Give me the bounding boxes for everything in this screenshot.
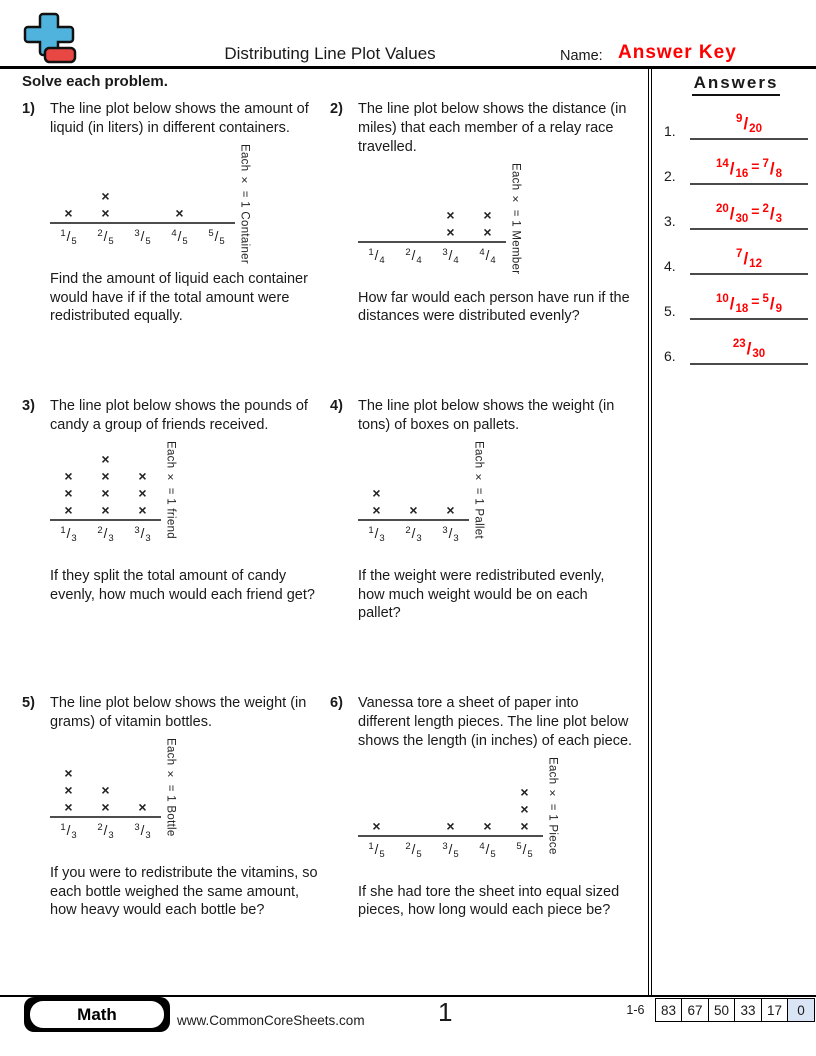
instructions: Solve each problem. bbox=[22, 73, 168, 90]
answer-item bbox=[664, 110, 808, 140]
plot-x-column bbox=[469, 207, 506, 241]
line-plot bbox=[50, 441, 326, 551]
math-badge bbox=[24, 997, 170, 1032]
plot-labels bbox=[50, 818, 161, 844]
score-box: 17 bbox=[761, 998, 789, 1022]
problem-number: 2) bbox=[330, 101, 343, 117]
score-box: 33 bbox=[734, 998, 762, 1022]
x-mark-icon: × bbox=[64, 467, 73, 484]
answers-title-wrap bbox=[664, 73, 808, 96]
tick-label bbox=[432, 521, 469, 547]
problem bbox=[22, 397, 330, 694]
plot-x-column bbox=[161, 205, 198, 222]
answer-number: 6. bbox=[664, 348, 676, 364]
problem-question: If you were to redistribute the vitamins, so each bottle weighed the same amount, how heavy would each bottle be? bbox=[50, 864, 318, 919]
plot-labels bbox=[358, 243, 506, 269]
x-mark-icon: × bbox=[446, 817, 455, 834]
site-url: www.CommonCoreSheets.com bbox=[177, 1013, 365, 1028]
answer-item bbox=[664, 155, 808, 185]
plot-main bbox=[50, 738, 161, 844]
fraction: $^2/_5$ bbox=[97, 227, 114, 247]
fraction: $^2$/3 bbox=[762, 203, 783, 225]
plot-x-column bbox=[506, 784, 543, 835]
plot-x-column bbox=[50, 205, 87, 222]
answer-item bbox=[664, 200, 808, 230]
score-box: 83 bbox=[655, 998, 683, 1022]
tick-label bbox=[198, 224, 235, 250]
line-plot bbox=[50, 738, 326, 848]
fraction: $^9$/20 bbox=[736, 113, 762, 135]
fraction: $^4/_5$ bbox=[171, 227, 188, 247]
x-mark-icon: × bbox=[520, 783, 529, 800]
problem bbox=[330, 397, 638, 694]
score-box: 50 bbox=[708, 998, 736, 1022]
tick-label bbox=[506, 837, 543, 863]
x-mark-icon: × bbox=[101, 187, 110, 204]
answer-number: 3. bbox=[664, 213, 676, 229]
answer-item bbox=[664, 290, 808, 320]
fraction: $^7$/12 bbox=[736, 248, 762, 270]
answers-list bbox=[664, 110, 808, 365]
x-mark-icon: × bbox=[101, 781, 110, 798]
plot-labels bbox=[50, 224, 235, 250]
problem-number: 4) bbox=[330, 398, 343, 414]
equals-sign: = bbox=[751, 203, 760, 219]
plot-x-column bbox=[87, 451, 124, 519]
fraction: $^1/_3$ bbox=[60, 821, 77, 841]
x-mark-icon: × bbox=[175, 204, 184, 221]
problem-question: If she had tore the sheet into equal sized pieces, how long would each piece be? bbox=[358, 883, 620, 919]
fraction: $^2/_3$ bbox=[405, 524, 422, 544]
answer-value bbox=[690, 294, 808, 320]
name-label: Name: bbox=[560, 48, 603, 64]
fraction: $^5/_5$ bbox=[516, 840, 533, 860]
fraction: $^5$/9 bbox=[762, 293, 783, 315]
score-row bbox=[626, 998, 815, 1022]
tick-label bbox=[124, 521, 161, 547]
tick-label bbox=[395, 521, 432, 547]
tick-label bbox=[87, 818, 124, 844]
tick-label bbox=[358, 521, 395, 547]
problem-body bbox=[358, 694, 638, 991]
fraction: $^2/_5$ bbox=[405, 840, 422, 860]
tick-label bbox=[395, 837, 432, 863]
x-mark-icon: × bbox=[101, 501, 110, 518]
x-mark-icon: × bbox=[101, 484, 110, 501]
plot-main bbox=[358, 441, 469, 547]
tick-label bbox=[358, 837, 395, 863]
tick-label bbox=[395, 243, 432, 269]
plot-main bbox=[50, 144, 235, 250]
plot-labels bbox=[358, 837, 543, 863]
answer-value bbox=[690, 159, 808, 185]
answer-number: 4. bbox=[664, 258, 676, 274]
problem-question: How far would each person have run if the distances were distributed evenly? bbox=[358, 289, 630, 325]
answer-key-text: Answer Key bbox=[618, 42, 737, 63]
problem-question: If the weight were redistributed evenly, how much weight would be on each pallet? bbox=[358, 567, 605, 622]
tick-label bbox=[50, 224, 87, 250]
answer-number: 1. bbox=[664, 123, 676, 139]
plot-main bbox=[358, 757, 543, 863]
fraction: $^3/_5$ bbox=[442, 840, 459, 860]
plot-x-column bbox=[358, 485, 395, 519]
plot-x-column bbox=[50, 468, 87, 519]
plot-x-column bbox=[124, 799, 161, 816]
tick-label bbox=[87, 224, 124, 250]
problem-text: Vanessa tore a sheet of paper into different length pieces. The line plot below shows the length (in inches) of each piece. bbox=[358, 695, 633, 749]
problem-body bbox=[358, 100, 638, 397]
fraction: $^4/_4$ bbox=[479, 246, 496, 266]
tick-label bbox=[358, 243, 395, 269]
x-mark-icon: × bbox=[64, 501, 73, 518]
problem-text: The line plot below shows the weight (in grams) of vitamin bottles. bbox=[50, 695, 307, 730]
answer-value bbox=[690, 114, 808, 140]
x-mark-icon: × bbox=[372, 501, 381, 518]
problem-text: The line plot below shows the distance (in miles) that each member of a relay race travelled. bbox=[358, 101, 627, 155]
tick-label bbox=[87, 521, 124, 547]
plot-caption: Each × = 1 Pallet bbox=[472, 440, 485, 539]
x-mark-icon: × bbox=[64, 798, 73, 815]
x-mark-icon: × bbox=[483, 817, 492, 834]
plus-minus-logo-icon bbox=[20, 10, 80, 66]
plot-main bbox=[358, 163, 506, 269]
problem bbox=[330, 100, 638, 397]
plot-main bbox=[50, 441, 161, 547]
problems-grid bbox=[22, 100, 638, 991]
plot-x-column bbox=[50, 765, 87, 816]
problem-body bbox=[50, 694, 330, 991]
x-mark-icon: × bbox=[372, 817, 381, 834]
plot-x-column bbox=[432, 502, 469, 519]
plot-x-column bbox=[87, 782, 124, 816]
answer-item bbox=[664, 245, 808, 275]
answer-number: 5. bbox=[664, 303, 676, 319]
fraction: $^2/_3$ bbox=[97, 821, 114, 841]
fraction: $^4/_5$ bbox=[479, 840, 496, 860]
tick-label bbox=[161, 224, 198, 250]
x-mark-icon: × bbox=[446, 501, 455, 518]
fraction: $^1/_4$ bbox=[368, 246, 385, 266]
plot-caption: Each × = 1 Piece bbox=[546, 756, 559, 855]
plot-x-column bbox=[87, 188, 124, 222]
problem-text: The line plot below shows the amount of liquid (in liters) in different containers. bbox=[50, 101, 309, 136]
plot-x-column bbox=[432, 207, 469, 241]
answer-item bbox=[664, 335, 808, 365]
plot-x-column bbox=[395, 502, 432, 519]
equals-sign: = bbox=[751, 158, 760, 174]
page-number: 1 bbox=[438, 997, 453, 1027]
line-plot bbox=[358, 757, 634, 867]
tick-label bbox=[469, 243, 506, 269]
x-mark-icon: × bbox=[138, 467, 147, 484]
problem-number: 6) bbox=[330, 695, 343, 711]
fraction: $^{23}$/30 bbox=[732, 338, 766, 360]
page-title: Distributing Line Plot Values bbox=[224, 44, 436, 63]
fraction: $^{14}$/16 bbox=[715, 158, 749, 180]
tick-label bbox=[432, 243, 469, 269]
math-badge-label: Math bbox=[30, 1001, 164, 1028]
problem-question: If they split the total amount of candy evenly, how much would each friend get? bbox=[50, 567, 315, 603]
plot-columns bbox=[358, 757, 543, 835]
problem-question: Find the amount of liquid each container would have if if the total amount were redistributed equally. bbox=[50, 270, 308, 325]
answer-number: 2. bbox=[664, 168, 676, 184]
x-mark-icon: × bbox=[483, 206, 492, 223]
answer-value bbox=[690, 204, 808, 230]
line-plot bbox=[358, 441, 634, 551]
brand-logo bbox=[20, 10, 80, 71]
problem-text: The line plot below shows the pounds of candy a group of friends received. bbox=[50, 398, 308, 433]
problem bbox=[330, 694, 638, 991]
fraction: $^3/_4$ bbox=[442, 246, 459, 266]
x-mark-icon: × bbox=[64, 484, 73, 501]
tick-label bbox=[50, 818, 87, 844]
plot-x-column bbox=[358, 818, 395, 835]
x-mark-icon: × bbox=[138, 484, 147, 501]
tick-label bbox=[124, 818, 161, 844]
problem-number: 3) bbox=[22, 398, 35, 414]
x-mark-icon: × bbox=[64, 764, 73, 781]
tick-label bbox=[124, 224, 161, 250]
problem-text: The line plot below shows the weight (in tons) of boxes on pallets. bbox=[358, 398, 615, 433]
answer-value bbox=[690, 339, 808, 365]
tick-label bbox=[469, 837, 506, 863]
fraction: $^{20}$/30 bbox=[715, 203, 749, 225]
fraction: $^{10}$/18 bbox=[715, 293, 749, 315]
score-box: 0 bbox=[787, 998, 815, 1022]
x-mark-icon: × bbox=[101, 467, 110, 484]
plot-x-column bbox=[469, 818, 506, 835]
plot-columns bbox=[50, 441, 161, 519]
score-range-label: 1-6 bbox=[626, 1003, 645, 1017]
x-mark-icon: × bbox=[483, 223, 492, 240]
equals-sign: = bbox=[751, 293, 760, 309]
x-mark-icon: × bbox=[372, 484, 381, 501]
x-mark-icon: × bbox=[520, 800, 529, 817]
problem-body bbox=[358, 397, 638, 694]
fraction: $^2/_3$ bbox=[97, 524, 114, 544]
x-mark-icon: × bbox=[64, 781, 73, 798]
tick-label bbox=[432, 837, 469, 863]
x-mark-icon: × bbox=[64, 204, 73, 221]
x-mark-icon: × bbox=[101, 450, 110, 467]
score-boxes bbox=[655, 998, 816, 1022]
line-plot bbox=[50, 143, 326, 264]
fraction: $^1/_3$ bbox=[60, 524, 77, 544]
problem bbox=[22, 100, 330, 397]
tick-label bbox=[50, 521, 87, 547]
plot-caption: Each × = 1 friend bbox=[164, 440, 177, 539]
content-area bbox=[22, 100, 638, 991]
line-plot bbox=[358, 163, 634, 273]
plot-x-column bbox=[124, 468, 161, 519]
plot-columns bbox=[358, 441, 469, 519]
problem-number: 5) bbox=[22, 695, 35, 711]
plot-columns bbox=[50, 738, 161, 816]
x-mark-icon: × bbox=[138, 798, 147, 815]
score-box: 67 bbox=[681, 998, 709, 1022]
answers-panel bbox=[648, 69, 816, 995]
x-mark-icon: × bbox=[446, 223, 455, 240]
x-mark-icon: × bbox=[409, 501, 418, 518]
fraction: $^3/_5$ bbox=[134, 227, 151, 247]
plot-caption: Each × = 1 Bottle bbox=[164, 737, 177, 837]
problem bbox=[22, 694, 330, 991]
x-mark-icon: × bbox=[138, 501, 147, 518]
plot-caption: Each × = 1 Container bbox=[238, 143, 251, 264]
plot-x-column bbox=[432, 818, 469, 835]
x-mark-icon: × bbox=[101, 798, 110, 815]
problem-number: 1) bbox=[22, 101, 35, 117]
problem-body bbox=[50, 397, 330, 694]
fraction: $^3/_3$ bbox=[134, 821, 151, 841]
answer-value bbox=[690, 249, 808, 275]
fraction: $^1/_3$ bbox=[368, 524, 385, 544]
fraction: $^1/_5$ bbox=[368, 840, 385, 860]
fraction: $^2/_4$ bbox=[405, 246, 422, 266]
plot-columns bbox=[358, 163, 506, 241]
problem-body bbox=[50, 100, 330, 397]
fraction: $^1/_5$ bbox=[60, 227, 77, 247]
plot-columns bbox=[50, 144, 235, 222]
answers-title: Answers bbox=[692, 73, 781, 96]
x-mark-icon: × bbox=[446, 206, 455, 223]
fraction: $^7$/8 bbox=[762, 158, 783, 180]
x-mark-icon: × bbox=[520, 817, 529, 834]
plot-labels bbox=[50, 521, 161, 547]
fraction: $^5/_5$ bbox=[208, 227, 225, 247]
plot-caption: Each × = 1 Member bbox=[509, 162, 522, 274]
fraction: $^3/_3$ bbox=[134, 524, 151, 544]
fraction: $^3/_3$ bbox=[442, 524, 459, 544]
x-mark-icon: × bbox=[101, 204, 110, 221]
plot-labels bbox=[358, 521, 469, 547]
